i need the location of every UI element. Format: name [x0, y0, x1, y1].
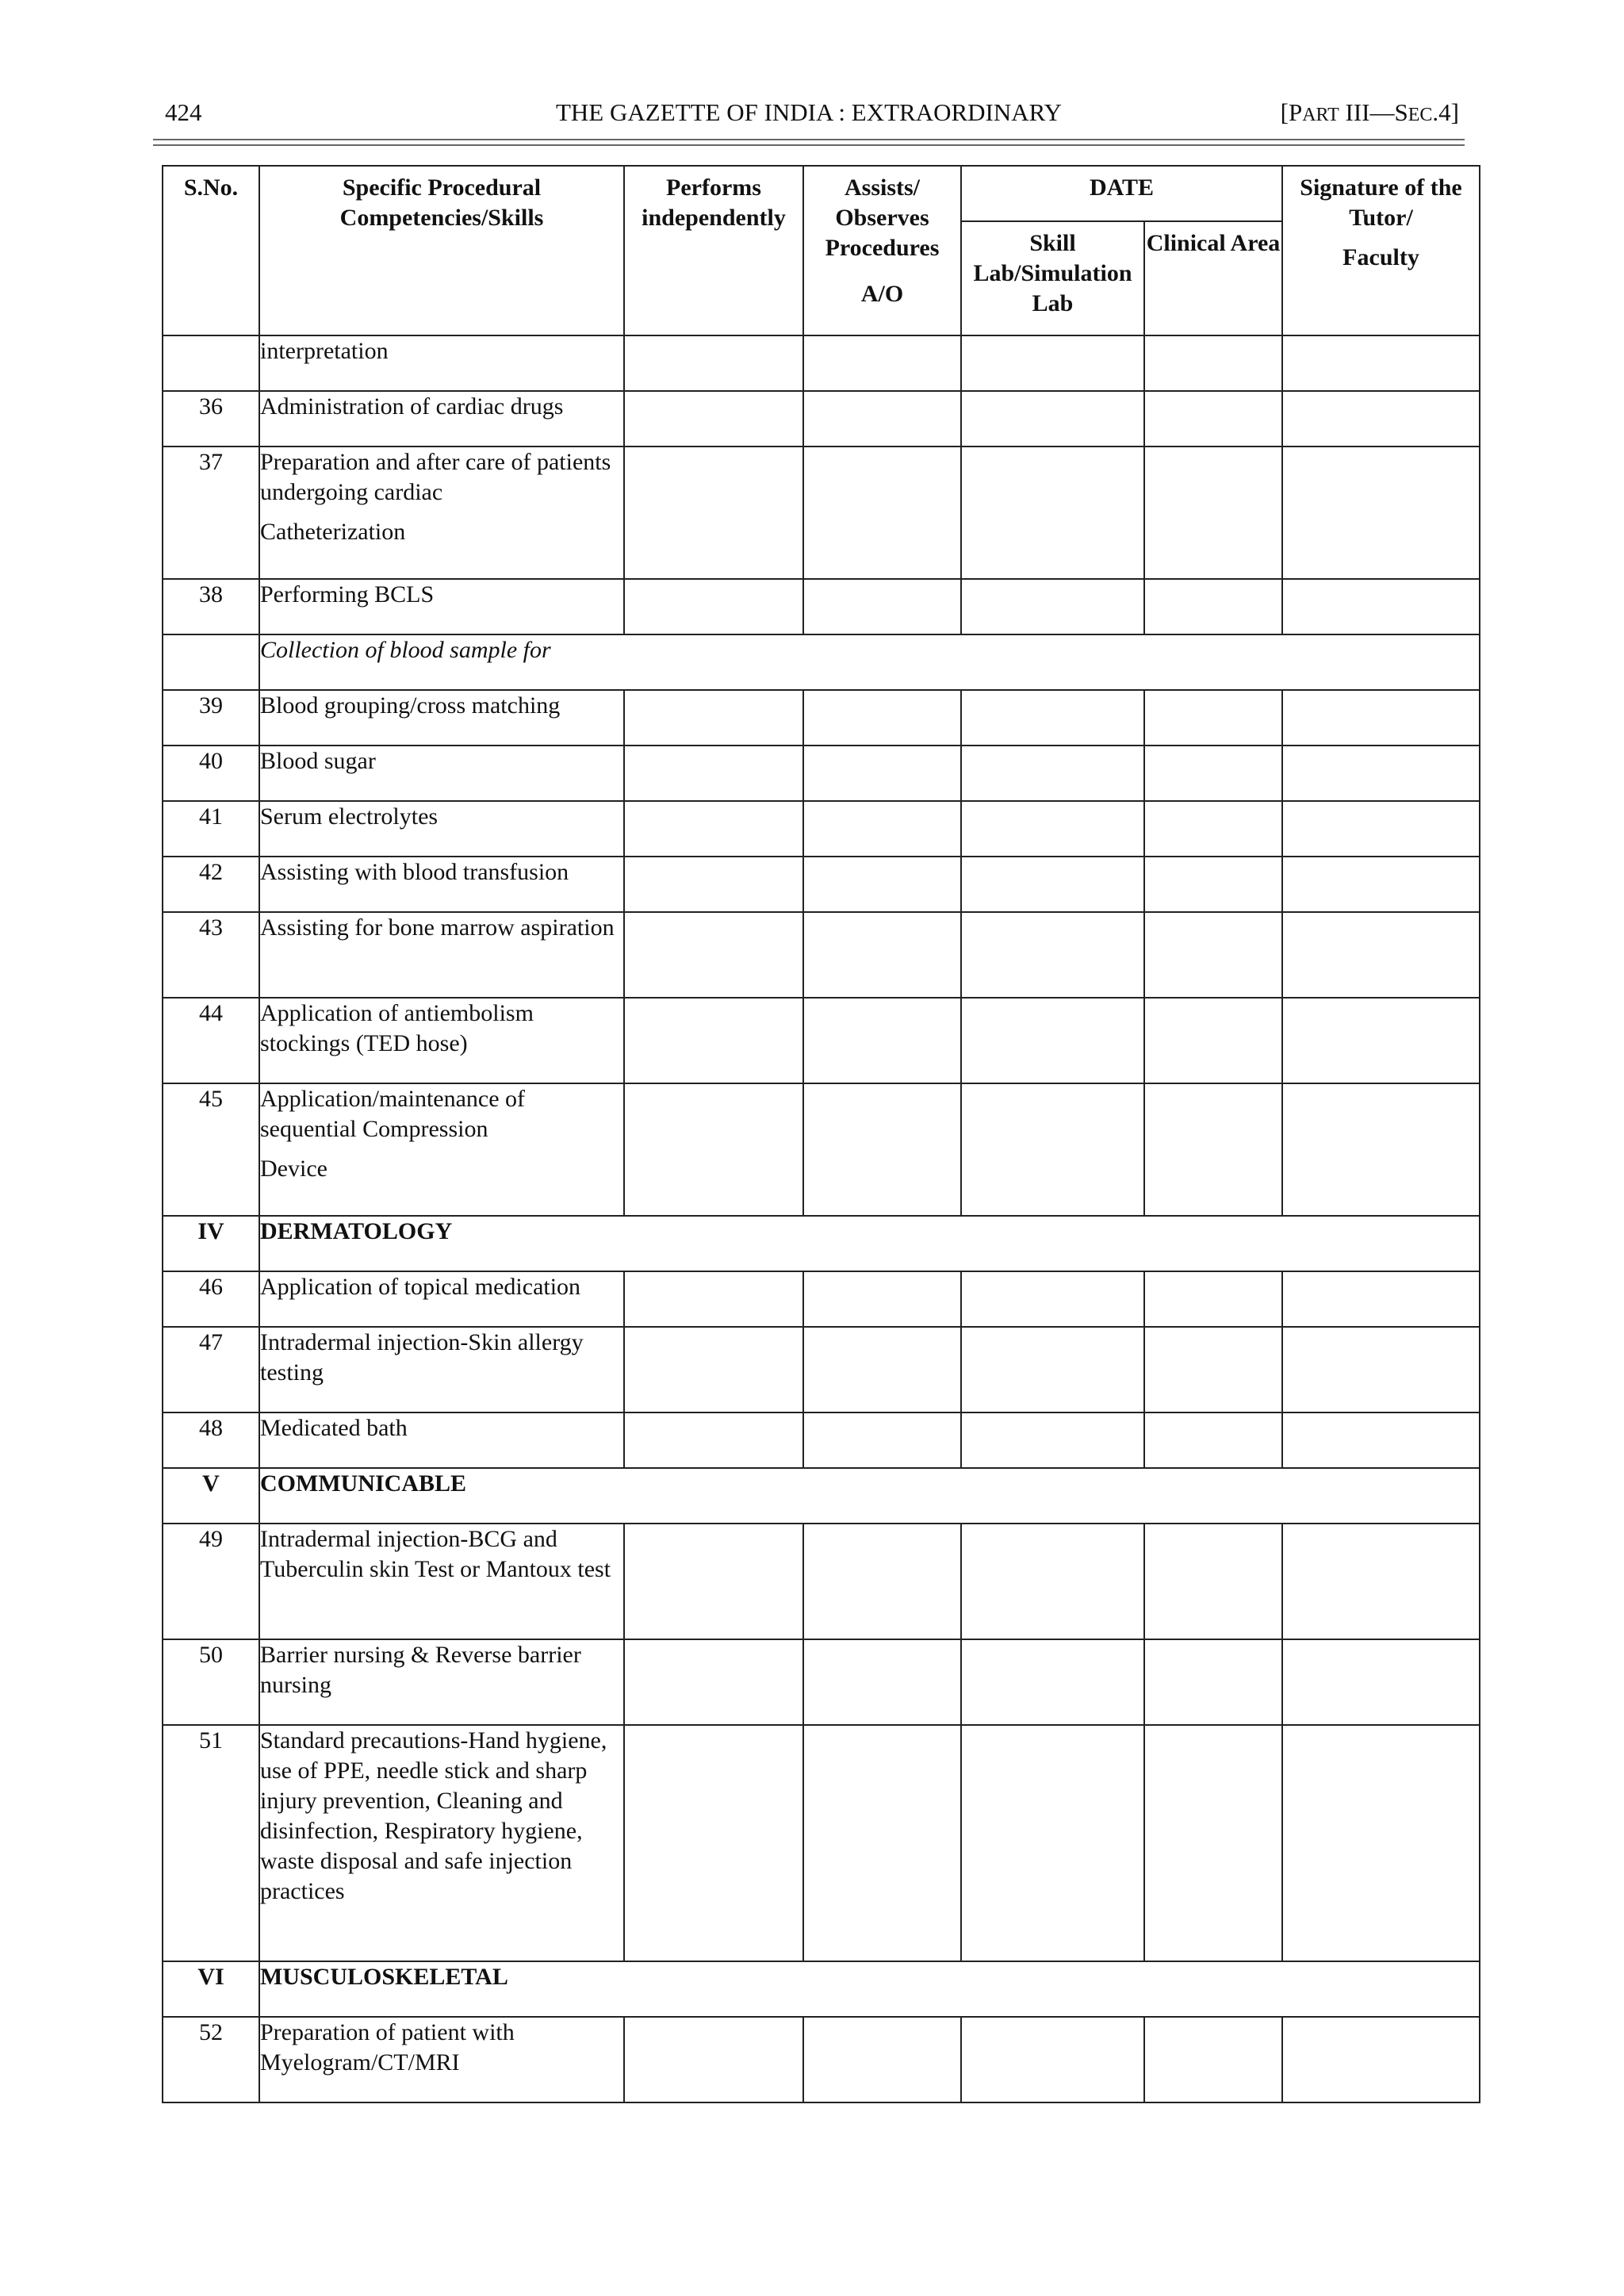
- performs-cell: [624, 1725, 803, 1961]
- signature-cell: [1282, 447, 1480, 579]
- header-rule-top: [153, 139, 1465, 140]
- table-row: [163, 579, 1480, 634]
- skill-lab-cell: [961, 1524, 1144, 1639]
- assists-cell: [803, 1524, 961, 1639]
- col-header-assists: [803, 166, 961, 335]
- clinical-cell: [1144, 690, 1282, 746]
- section-title: COMMUNICABLE: [259, 1468, 1480, 1524]
- col-header-date: DATE: [961, 166, 1282, 221]
- skill-lab-cell: [961, 579, 1144, 634]
- clinical-cell: [1144, 857, 1282, 912]
- table-row: [163, 801, 1480, 857]
- performs-cell: [624, 1327, 803, 1412]
- col-header-clinical: Clinical Area: [1144, 221, 1282, 335]
- performs-cell: [624, 912, 803, 998]
- clinical-cell: [1144, 801, 1282, 857]
- row-description: Standard precautions-Hand hygiene, use of PPE, needle stick and sharp injury prevention, Cleaning and disinfection, Respiratory hygiene, waste disposal and safe injection practices: [259, 1725, 624, 1961]
- skill-lab-cell: [961, 335, 1144, 391]
- skill-lab-cell: [961, 912, 1144, 998]
- competency-table: [162, 165, 1480, 2103]
- signature-cell: [1282, 690, 1480, 746]
- row-number: 38: [163, 579, 259, 634]
- col-header-skill-lab: Skill Lab/Simulation Lab: [961, 221, 1144, 335]
- signature-faculty: Faculty: [1342, 244, 1419, 270]
- table-row-section: [163, 1961, 1480, 2017]
- row-number: 43: [163, 912, 259, 998]
- signature-cell: [1282, 1412, 1480, 1468]
- clinical-cell: [1144, 335, 1282, 391]
- performs-cell: [624, 2017, 803, 2102]
- clinical-cell: [1144, 1083, 1282, 1216]
- page-header: [159, 98, 1459, 133]
- row-description: Administration of cardiac drugs: [259, 391, 624, 447]
- table-row-section: [163, 1216, 1480, 1271]
- table-row: [163, 1524, 1480, 1639]
- performs-cell: [624, 335, 803, 391]
- assists-cell: [803, 1639, 961, 1725]
- skill-lab-cell: [961, 998, 1144, 1083]
- row-description: Barrier nursing & Reverse barrier nursing: [259, 1639, 624, 1725]
- table-row: [163, 998, 1480, 1083]
- row-description: Medicated bath: [259, 1412, 624, 1468]
- row-number: 39: [163, 690, 259, 746]
- table-row: [163, 1083, 1480, 1216]
- assists-cell: [803, 1725, 961, 1961]
- signature-cell: [1282, 746, 1480, 801]
- row-number: [163, 335, 259, 391]
- performs-cell: [624, 857, 803, 912]
- row-number: 36: [163, 391, 259, 447]
- page-number: 424: [165, 98, 202, 126]
- skill-lab-cell: [961, 1083, 1144, 1216]
- assists-cell: [803, 857, 961, 912]
- skill-lab-cell: [961, 690, 1144, 746]
- assists-cell: [803, 912, 961, 998]
- table-row: [163, 1725, 1480, 1961]
- performs-cell: [624, 690, 803, 746]
- clinical-cell: [1144, 1639, 1282, 1725]
- clinical-cell: [1144, 391, 1282, 447]
- signature-cell: [1282, 801, 1480, 857]
- row-description: Blood sugar: [259, 746, 624, 801]
- assists-cell: [803, 335, 961, 391]
- skill-lab-cell: [961, 447, 1144, 579]
- col-header-sno: S.No.: [163, 166, 259, 335]
- clinical-cell: [1144, 2017, 1282, 2102]
- row-description: Serum electrolytes: [259, 801, 624, 857]
- clinical-cell: [1144, 1271, 1282, 1327]
- performs-cell: [624, 801, 803, 857]
- gazette-title: THE GAZETTE OF INDIA : EXTRAORDINARY: [555, 98, 1063, 126]
- signature-cell: [1282, 335, 1480, 391]
- row-number: 45: [163, 1083, 259, 1216]
- row-description: interpretation: [259, 335, 624, 391]
- signature-label: Signature of the Tutor/: [1300, 174, 1462, 231]
- assists-cell: [803, 447, 961, 579]
- section-label-part: ART: [1302, 105, 1339, 125]
- table-row: [163, 335, 1480, 391]
- section-title: MUSCULOSKELETAL: [259, 1961, 1480, 2017]
- row-number: 44: [163, 998, 259, 1083]
- row-number: 42: [163, 857, 259, 912]
- performs-cell: [624, 579, 803, 634]
- table-row-section: [163, 1468, 1480, 1524]
- section-number: V: [163, 1468, 259, 1524]
- row-number: 40: [163, 746, 259, 801]
- skill-lab-cell: [961, 746, 1144, 801]
- row-number: 46: [163, 1271, 259, 1327]
- assists-cell: [803, 746, 961, 801]
- performs-cell: [624, 998, 803, 1083]
- skill-lab-cell: [961, 1725, 1144, 1961]
- skill-lab-cell: [961, 801, 1144, 857]
- row-description: Assisting with blood transfusion: [259, 857, 624, 912]
- performs-cell: [624, 1524, 803, 1639]
- table-row: [163, 1639, 1480, 1725]
- table-row: [163, 746, 1480, 801]
- row-number: 47: [163, 1327, 259, 1412]
- row-number: 48: [163, 1412, 259, 1468]
- row-number: 41: [163, 801, 259, 857]
- skill-lab-cell: [961, 1327, 1144, 1412]
- signature-cell: [1282, 1271, 1480, 1327]
- table-row: [163, 857, 1480, 912]
- table-row: [163, 1327, 1480, 1412]
- row-number: 49: [163, 1524, 259, 1639]
- skill-lab-cell: [961, 2017, 1144, 2102]
- signature-cell: [1282, 1083, 1480, 1216]
- row-description: [259, 447, 624, 579]
- row-description-line: Catheterization: [260, 519, 406, 545]
- signature-cell: [1282, 857, 1480, 912]
- section-title: DERMATOLOGY: [259, 1216, 1480, 1271]
- assists-cell: [803, 2017, 961, 2102]
- section-label-part: [P: [1280, 98, 1303, 126]
- table-row: [163, 2017, 1480, 2102]
- performs-cell: [624, 1639, 803, 1725]
- clinical-cell: [1144, 1412, 1282, 1468]
- assists-cell: [803, 998, 961, 1083]
- clinical-cell: [1144, 998, 1282, 1083]
- assists-cell: [803, 801, 961, 857]
- performs-cell: [624, 1412, 803, 1468]
- performs-cell: [624, 1083, 803, 1216]
- col-header-signature: [1282, 166, 1480, 335]
- signature-cell: [1282, 579, 1480, 634]
- assists-cell: [803, 1271, 961, 1327]
- row-number: 51: [163, 1725, 259, 1961]
- row-description: Intradermal injection-BCG and Tuberculin skin Test or Mantoux test: [259, 1524, 624, 1639]
- signature-cell: [1282, 1639, 1480, 1725]
- assists-cell: [803, 1327, 961, 1412]
- row-description: Preparation of patient with Myelogram/CT/MRI: [259, 2017, 624, 2102]
- assists-cell: [803, 1083, 961, 1216]
- row-number: 37: [163, 447, 259, 579]
- performs-cell: [624, 391, 803, 447]
- row-description: Assisting for bone marrow aspiration: [259, 912, 624, 998]
- skill-lab-cell: [961, 391, 1144, 447]
- skill-lab-cell: [961, 1412, 1144, 1468]
- row-number: 50: [163, 1639, 259, 1725]
- assists-code: A/O: [860, 281, 904, 307]
- skill-lab-cell: [961, 1271, 1144, 1327]
- row-description: Intradermal injection-Skin allergy testing: [259, 1327, 624, 1412]
- table-row: [163, 447, 1480, 579]
- skill-lab-cell: [961, 857, 1144, 912]
- clinical-cell: [1144, 447, 1282, 579]
- table-row-subheading: [163, 634, 1480, 690]
- signature-cell: [1282, 1524, 1480, 1639]
- signature-cell: [1282, 1725, 1480, 1961]
- table-row: [163, 690, 1480, 746]
- assists-cell: [803, 579, 961, 634]
- clinical-cell: [1144, 746, 1282, 801]
- header-rule-bottom: [153, 144, 1465, 146]
- assists-cell: [803, 391, 961, 447]
- section-label-part: .4]: [1432, 98, 1459, 126]
- row-number: 52: [163, 2017, 259, 2102]
- row-description: Collection of blood sample for: [259, 634, 1480, 690]
- col-header-performs: Performs independently: [624, 166, 803, 335]
- clinical-cell: [1144, 1524, 1282, 1639]
- row-number: [163, 634, 259, 690]
- table-row: [163, 391, 1480, 447]
- clinical-cell: [1144, 912, 1282, 998]
- table-row: [163, 1412, 1480, 1468]
- assists-label: Assists/ Observes Procedures: [825, 174, 940, 261]
- section-label-part: III—S: [1339, 98, 1408, 126]
- row-description-line: Device: [260, 1156, 327, 1182]
- signature-cell: [1282, 391, 1480, 447]
- col-header-skills: Specific Procedural Competencies/Skills: [259, 166, 624, 335]
- performs-cell: [624, 746, 803, 801]
- row-description: Application of antiembolism stockings (TED hose): [259, 998, 624, 1083]
- clinical-cell: [1144, 1327, 1282, 1412]
- row-description: [259, 1083, 624, 1216]
- signature-cell: [1282, 912, 1480, 998]
- signature-cell: [1282, 1327, 1480, 1412]
- performs-cell: [624, 447, 803, 579]
- assists-cell: [803, 690, 961, 746]
- signature-cell: [1282, 2017, 1480, 2102]
- row-description: Blood grouping/cross matching: [259, 690, 624, 746]
- table-row: [163, 1271, 1480, 1327]
- signature-cell: [1282, 998, 1480, 1083]
- table-row: [163, 912, 1480, 998]
- section-number: IV: [163, 1216, 259, 1271]
- section-label: [1281, 98, 1459, 127]
- row-description: Application of topical medication: [259, 1271, 624, 1327]
- assists-cell: [803, 1412, 961, 1468]
- section-number: VI: [163, 1961, 259, 2017]
- row-description-line: Application/maintenance of sequential Compression: [260, 1086, 526, 1142]
- row-description: Performing BCLS: [259, 579, 624, 634]
- clinical-cell: [1144, 1725, 1282, 1961]
- section-label-part: EC: [1408, 105, 1433, 125]
- clinical-cell: [1144, 579, 1282, 634]
- performs-cell: [624, 1271, 803, 1327]
- row-description-line: Preparation and after care of patients undergoing cardiac: [260, 449, 611, 505]
- skill-lab-cell: [961, 1639, 1144, 1725]
